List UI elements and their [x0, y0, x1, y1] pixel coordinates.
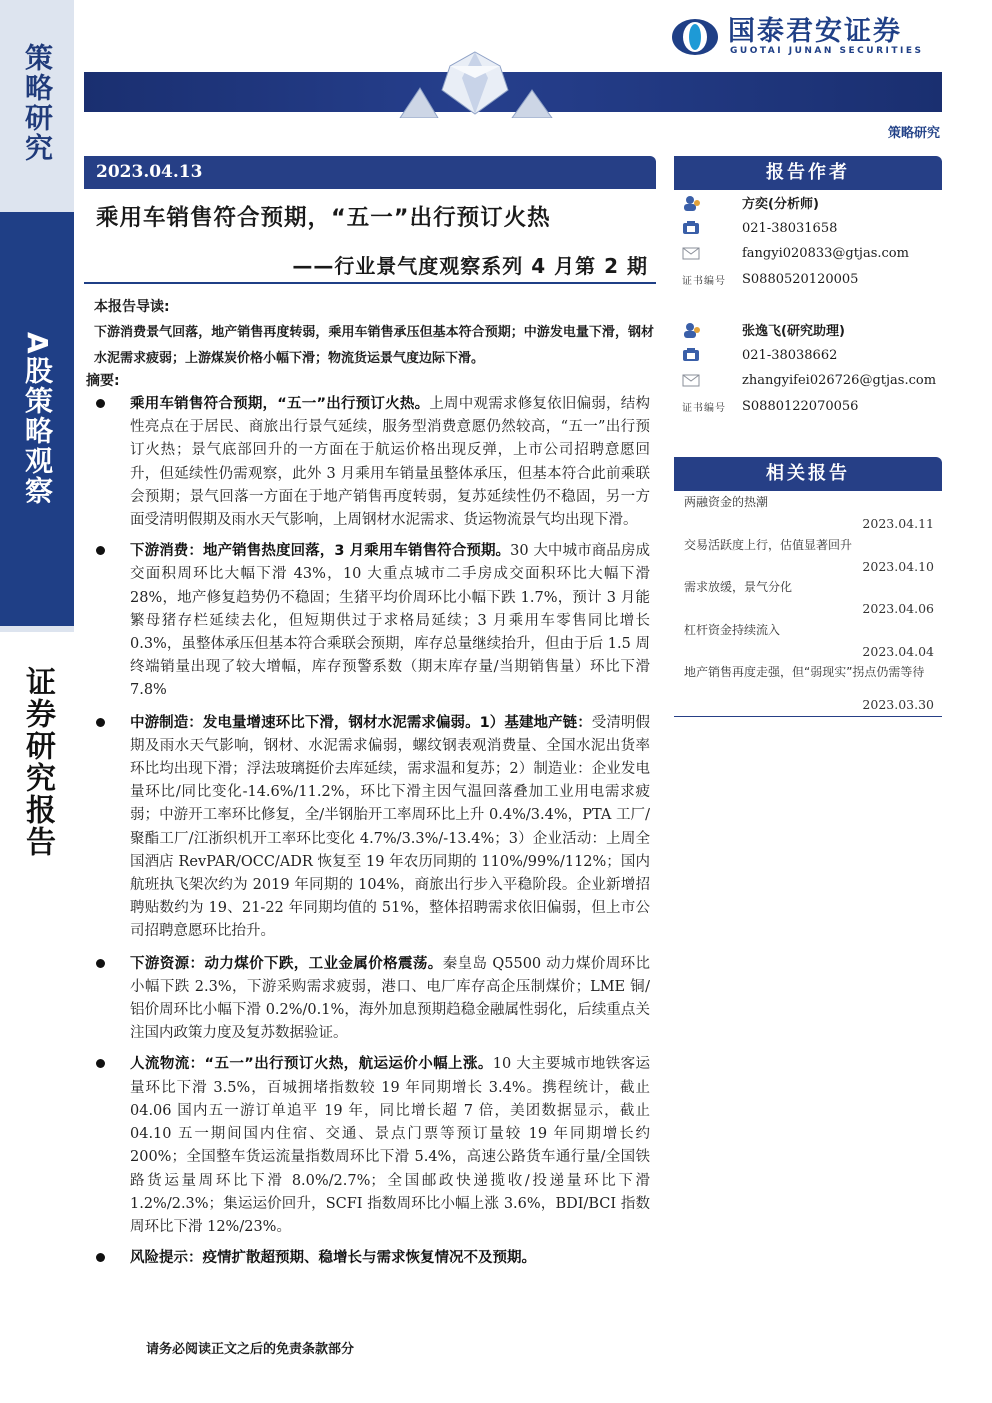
report-title: 乘用车销售符合预期，“五一”出行预订火热 [96, 205, 551, 231]
related-report-title: 交易活跃度上行，估值显著回升 [684, 537, 853, 552]
sidebar-doctype-label: 证券研究报告 [20, 666, 55, 858]
bullet-dot-icon [96, 1059, 105, 1068]
related-report-item[interactable] [684, 579, 938, 622]
person-icon [682, 194, 722, 212]
abstract-item-lead: 风险提示：疫情扩散超预期、稳增长与需求恢复情况不及预期。 [130, 1250, 536, 1267]
bullet-dot-icon [96, 718, 105, 727]
author-name: 方奕(分析师) [742, 197, 819, 213]
authors-heading: 报告作者 [674, 156, 942, 190]
abstract-item-text: 上周中观需求修复依旧偏弱，结构性亮点在于居民、商旅出行景气延续，服务型消费意愿仍然较高，“五一”出行预订火热；景气底部回升的一方面在于航运价格出现反弹，上市公司招聘意愿回升，但延续性仍需观察，此外 3 月乘用车销量虽整体承压，但基本符合此前乘联会预期；景气回落一方面在于地产销售再度转弱，复苏延续性仍不稳固，另一方面受清明假期及雨水天气影响，上周钢材水泥需求、货运物流景气均出现下滑。 [130, 396, 651, 529]
author-name: 张逸飞(研究助理) [742, 324, 845, 340]
related-report-date: 2023.04.06 [862, 601, 934, 616]
report-subtitle: ——行业景气度观察系列 4 月第 2 期 [292, 254, 648, 278]
header-category: 策略研究 [887, 126, 940, 141]
abstract-item-text: 10 大主要城市地铁客运量环比下滑 3.5%，百城拥堵指数较 19 年同期增长 3.4%。携程统计，截止 04.06 国内五一游订单追平 19 年，同比增长超 7 倍，美团数据显示，截止 04.10 五一期间国内住宿、交通、景点门票等预订量较 19 年同期增长约 200%；全国整车货运流量指数周环比下滑 5.4%，高速公路货车通行量/全国铁路货运量周环比下滑 8.0%/2.7%；全国邮政快递揽收/投递量环比下滑 1.2%/2.3%；集运运价回升，SCFI 指数周环比小幅上涨 3.6%，BDI/BCI 指数周环比下滑 12%/23%。 [130, 1056, 650, 1235]
abstract-item [92, 1053, 650, 1239]
cert-label: 证书编号 [682, 275, 726, 287]
abstract-item [92, 540, 650, 702]
abstract-item [92, 953, 650, 1046]
bullet-dot-icon [96, 1253, 105, 1262]
related-report-item[interactable] [684, 494, 938, 537]
author-card [682, 190, 940, 292]
abstract-item-lead: 下游资源：动力煤价下跌，工业金属价格震荡。 [130, 955, 443, 972]
sidebar-doctype-tab [0, 632, 74, 1403]
abstract-item-lead: 中游制造：发电量增速环比下滑，钢材水泥需求偏弱。1）基建地产链： [130, 714, 592, 731]
sidebar-category-label: 策略研究 [21, 42, 54, 163]
abstract-item-text: 受清明假期及雨水天气影响，钢材、水泥需求偏弱，螺纹钢表观消费量、全国水泥出货率环比均出现下滑；浮法玻璃挺价去库延续，需求温和复苏；2）制造业：企业发电量环比/同比变化-14.6%/11.2%，环比下滑主因气温回落叠加工业用电需求疲弱；中游开工率环比修复，全/半钢胎开工率周环比上升 0.4%/3.4%，PTA 工厂/聚酯工厂/江浙织机开工率环比变化 4.7%/3.3%/-13.4%；3）企业活动：上周全国酒店 RevPAR/OCC/ADR 恢复至 19 年农历同期的 110%/99%/112%；国内航班执飞架次约为 2019 年同期的 104%，商旅出行步入平稳阶段。企业新增招聘贴数约为 19、21-22 年同期均值的 51%，整体招聘需求依旧偏弱，但上市公司招聘意愿环比抬升。 [130, 714, 651, 940]
related-reports-list [684, 494, 938, 719]
related-reports-divider [674, 716, 942, 717]
related-report-item[interactable] [684, 664, 938, 719]
abstract-item [92, 712, 650, 944]
company-logo [670, 14, 950, 60]
author-phone: 021-38038662 [742, 347, 838, 363]
abstract-item [92, 393, 650, 532]
cert-label: 证书编号 [682, 402, 726, 414]
related-report-date: 2023.04.04 [862, 643, 934, 659]
author-email[interactable]: fangyi020833@gtjas.com [742, 246, 909, 262]
abstract-heading: 摘要: [86, 373, 120, 389]
bullet-dot-icon [96, 546, 105, 555]
guide-text: 下游消费景气回落，地产销售再度转弱，乘用车销售承压但基本符合预期；中游发电量下滑，钢材水泥需求疲弱；上游煤炭价格小幅下滑；物流货运景气度边际下滑。 [94, 325, 654, 366]
bullet-dot-icon [96, 959, 105, 968]
guide-heading: 本报告导读: [94, 299, 170, 315]
abstract-item-text: 秦皇岛 Q5500 动力煤价周环比小幅下跌 2.3%，下游采购需求疲弱，港口、电厂库存高企压制煤价；LME 铜/铝价周环比小幅下滑 0.2%/0.1%，海外加息预期趋稳金融属性弱化，后续重点关注国内政策力度及复苏数据验证。 [130, 955, 651, 1042]
related-report-title: 需求放缓，景气分化 [684, 580, 793, 594]
related-report-item[interactable] [684, 622, 938, 665]
report-date: 2023.04.13 [84, 156, 656, 189]
phone-icon [682, 219, 722, 237]
diamond-decoration-icon [380, 48, 570, 118]
related-report-date: 2023.03.30 [862, 697, 934, 712]
logo-mark-icon [670, 16, 720, 58]
abstract-item [92, 1247, 650, 1270]
footer-disclaimer: 请务必阅读正文之后的免责条款部分 [146, 1342, 355, 1357]
title-divider [84, 282, 656, 284]
person-icon [682, 321, 722, 339]
related-report-date: 2023.04.11 [862, 516, 934, 531]
related-report-title: 杠杆资金持续流入 [684, 622, 781, 637]
abstract-list [92, 393, 650, 1270]
email-icon [682, 245, 722, 263]
author-cert-number: S0880122070056 [742, 398, 859, 414]
email-icon [682, 372, 722, 390]
sidebar-series-label: A股策略观察 [21, 332, 54, 506]
abstract-item-text: 30 大中城市商品房成交面积周环比大幅下滑 43%，10 大重点城市二手房成交面积环比大幅下滑 28%，地产修复趋势仍不稳固；生猪平均价周环比小幅下跌 1.7%，预计 3 月能繁母猪存栏延续去化，但短期供过于求格局延续；3 月乘用车零售同比增长 0.3%，虽整体承压但基本符合乘联会预期，库存总量继续抬升，但由于后 1.5 周终端销量出现了较大增幅，库存预警系数（期末库存量/当期销售量）环比下滑 7.8% [130, 543, 650, 699]
author-cert-number: S0880520120005 [742, 271, 859, 287]
logo-chinese-name: 国泰君安证券 [728, 16, 902, 47]
related-reports-heading: 相关报告 [674, 457, 942, 491]
abstract-item-lead: 下游消费：地产销售热度回落，3 月乘用车销售符合预期。 [130, 543, 511, 560]
phone-icon [682, 346, 722, 364]
related-report-title: 地产销售再度走强，但“弱现实”拐点仍需等待 [684, 665, 925, 679]
bullet-dot-icon [96, 399, 105, 408]
logo-english-name: GUOTAI JUNAN SECURITIES [730, 46, 924, 56]
author-card [682, 317, 940, 419]
author-email[interactable]: zhangyifei026726@gtjas.com [742, 373, 937, 389]
related-report-title: 两融资金的热潮 [684, 495, 769, 509]
left-sidebar [0, 0, 74, 1403]
author-phone: 021-38031658 [742, 220, 838, 236]
abstract-item-lead: 乘用车销售符合预期，“五一”出行预订火热。 [130, 396, 430, 412]
related-report-date: 2023.04.10 [862, 558, 934, 574]
abstract-item-lead: 人流物流：“五一”出行预订火热，航运运价小幅上涨。 [130, 1056, 493, 1073]
sidebar-series-tab [0, 212, 74, 626]
sidebar-category-tab [0, 0, 74, 205]
related-report-item[interactable] [684, 537, 938, 580]
